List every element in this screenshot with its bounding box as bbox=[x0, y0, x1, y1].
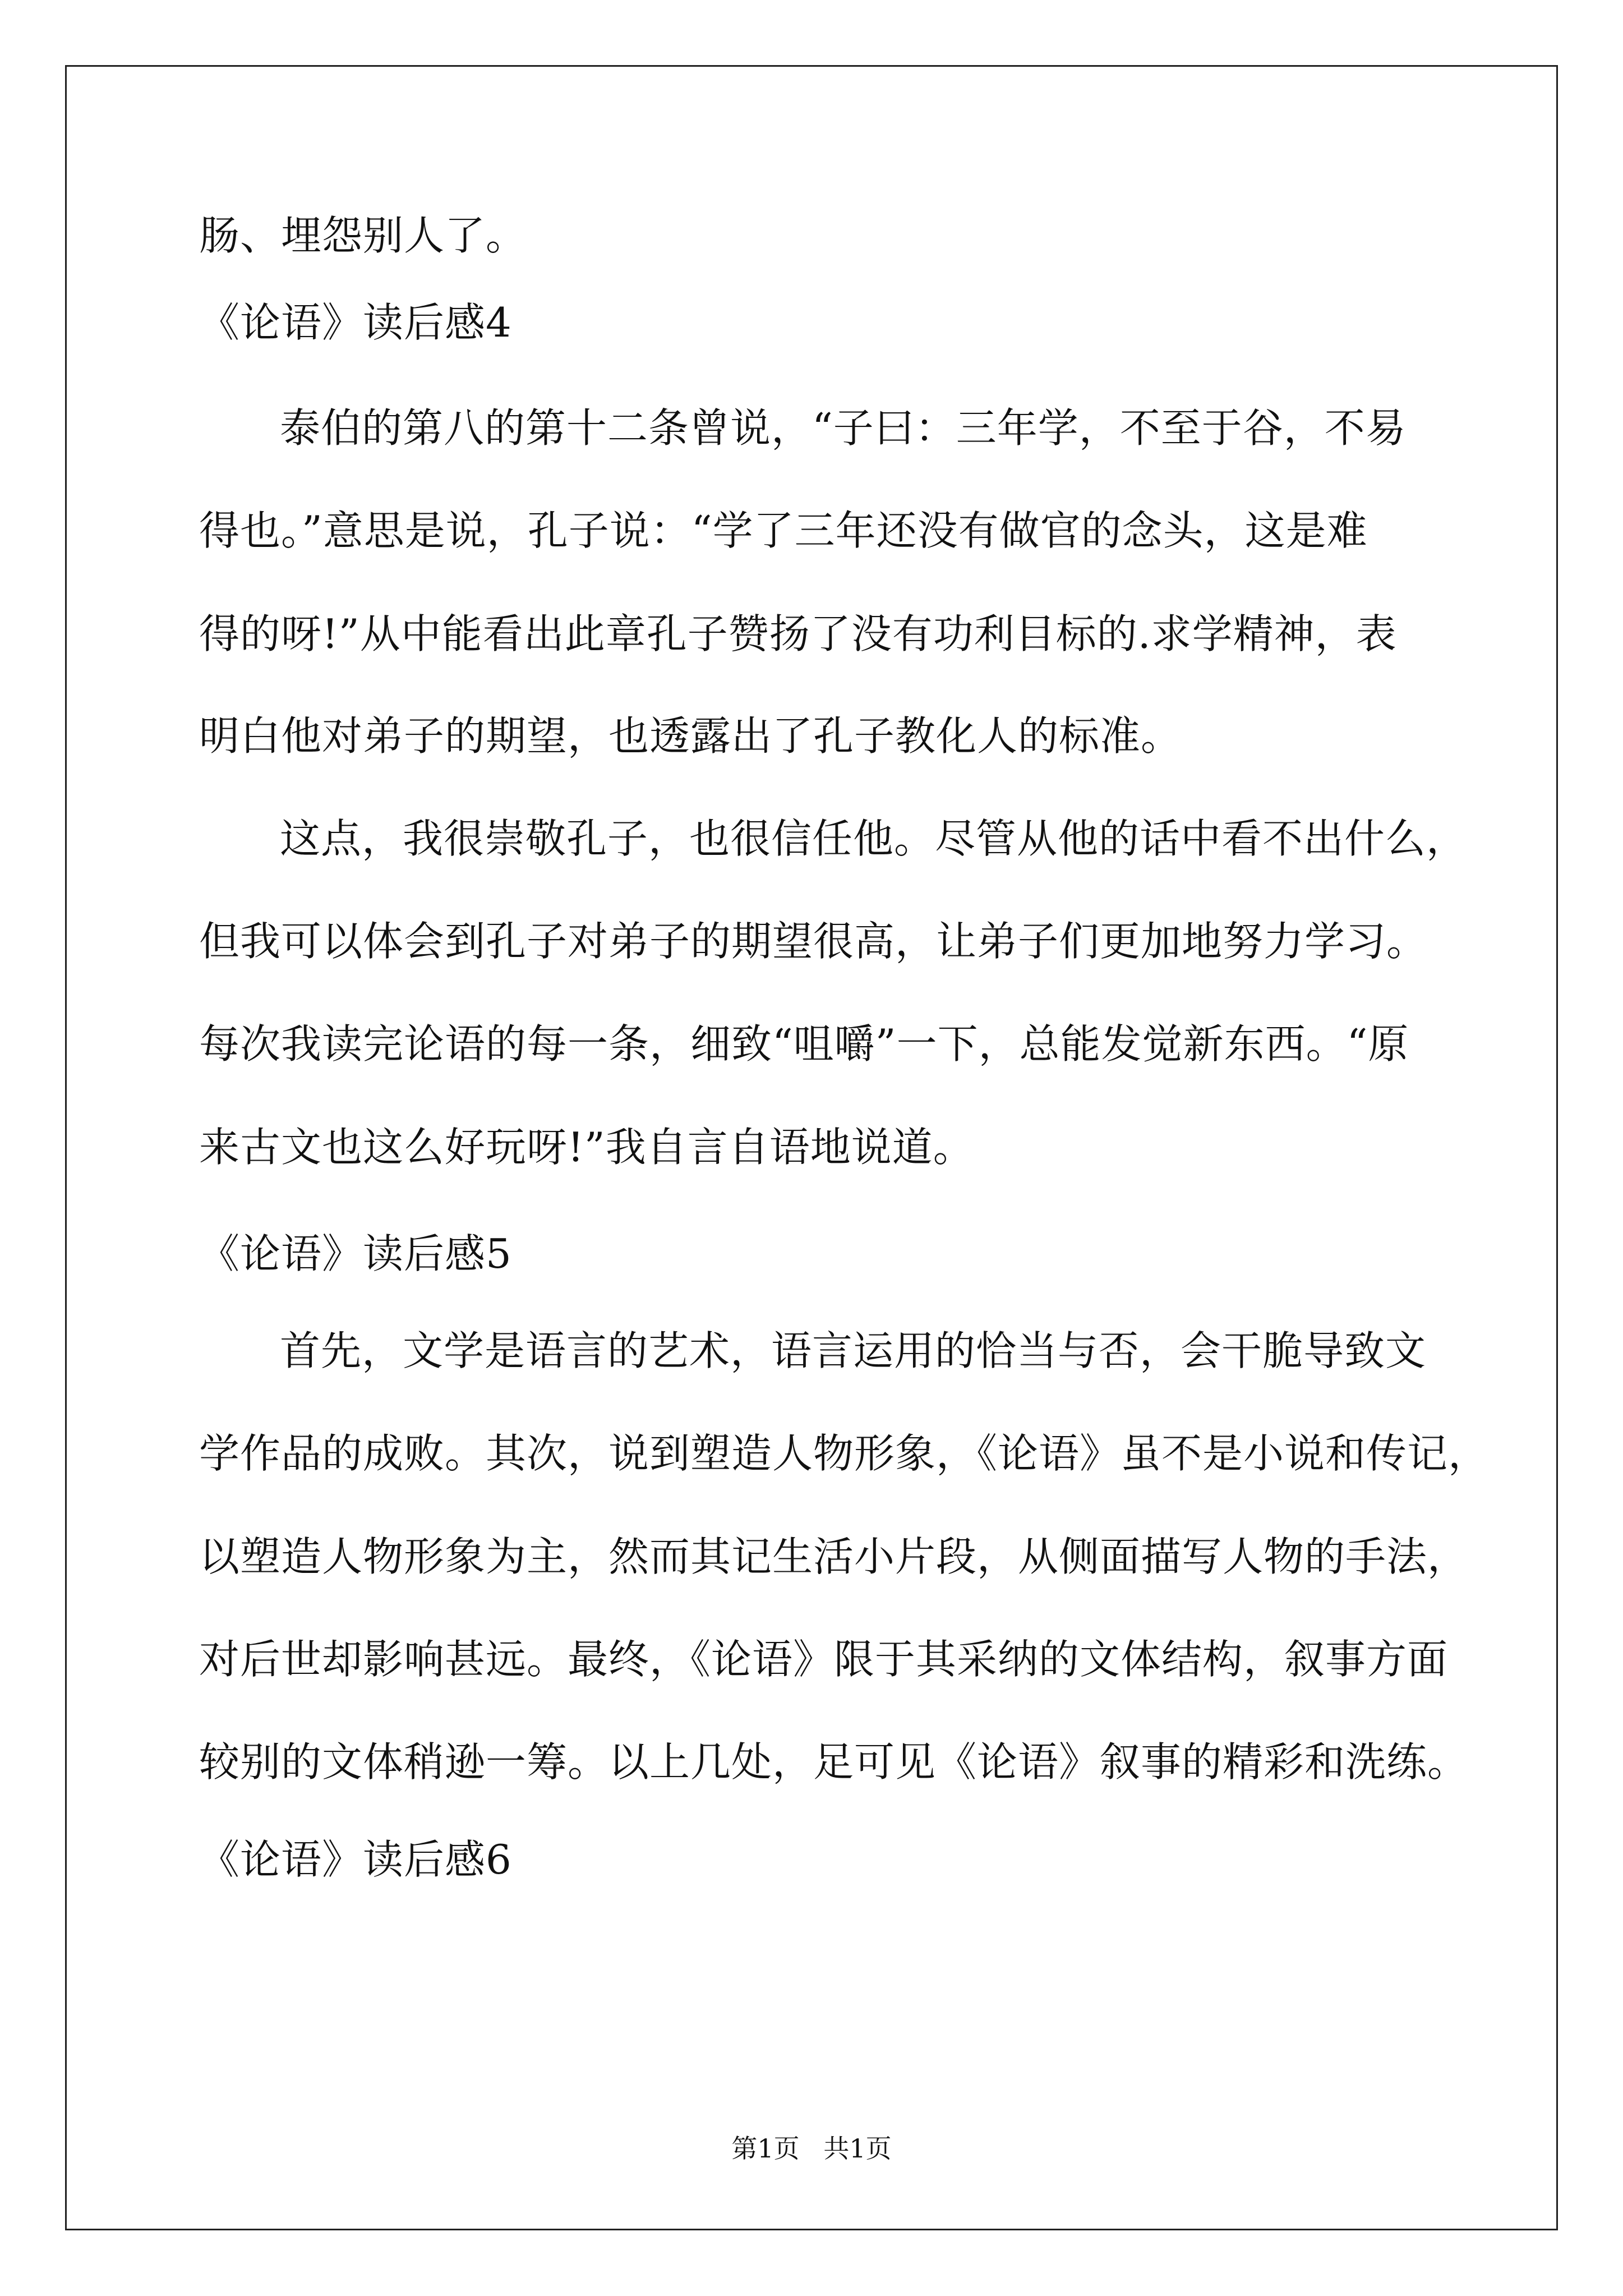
paragraph-line: 每次我读完论语的每一条，细致“咀嚼”一下，总能发觉新东西。“原 bbox=[199, 1020, 1409, 1068]
paragraph-line: 这点，我很崇敬孔子，也很信任他。尽管从他的话中看不出什么， bbox=[280, 815, 1468, 862]
paragraph-line: 得也。”意思是说，孔子说：“学了三年还没有做官的念头，这是难 bbox=[199, 507, 1368, 554]
paragraph-line: 明白他对弟子的期望，也透露出了孔子教化人的标准。 bbox=[199, 712, 1182, 760]
section-heading-5: 《论语》读后感5 bbox=[199, 1230, 512, 1277]
paragraph-line: 得的呀!”从中能看出此章孔子赞扬了没有功利目标的.求学精神，表 bbox=[199, 610, 1397, 657]
paragraph-line: 泰伯的第八的第十二条曾说，“子曰：三年学，不至于谷，不易 bbox=[280, 404, 1407, 452]
section-heading-6: 《论语》读后感6 bbox=[199, 1836, 512, 1883]
paragraph-line: 对后世却影响甚远。最终，《论语》限于其采纳的文体结构，叙事方面 bbox=[199, 1636, 1449, 1683]
page-total: 共1页 bbox=[823, 2133, 892, 2164]
text-line-continuation: 肠、埋怨别人了。 bbox=[199, 212, 527, 259]
paragraph-line: 较别的文体稍逊一筹。以上几处，足可见《论语》叙事的精彩和洗练。 bbox=[199, 1738, 1469, 1786]
paragraph-line: 来古文也这么好玩呀!”我自言自语地说道。 bbox=[199, 1124, 974, 1171]
paragraph-line: 但我可以体会到孔子对弟子的期望很高，让弟子们更加地努力学习。 bbox=[199, 918, 1428, 965]
page-footer bbox=[0, 2132, 1623, 2165]
paragraph-line: 首先，文学是语言的艺术，语言运用的恰当与否，会干脆导致文 bbox=[280, 1327, 1427, 1374]
page-number: 第1页 bbox=[731, 2133, 800, 2164]
section-heading-4: 《论语》读后感4 bbox=[199, 299, 512, 346]
paragraph-line: 学作品的成败。其次，说到塑造人物形象，《论语》虽不是小说和传记， bbox=[199, 1430, 1490, 1477]
paragraph-line: 以塑造人物形象为主，然而其记生活小片段，从侧面描写人物的手法， bbox=[199, 1533, 1469, 1580]
